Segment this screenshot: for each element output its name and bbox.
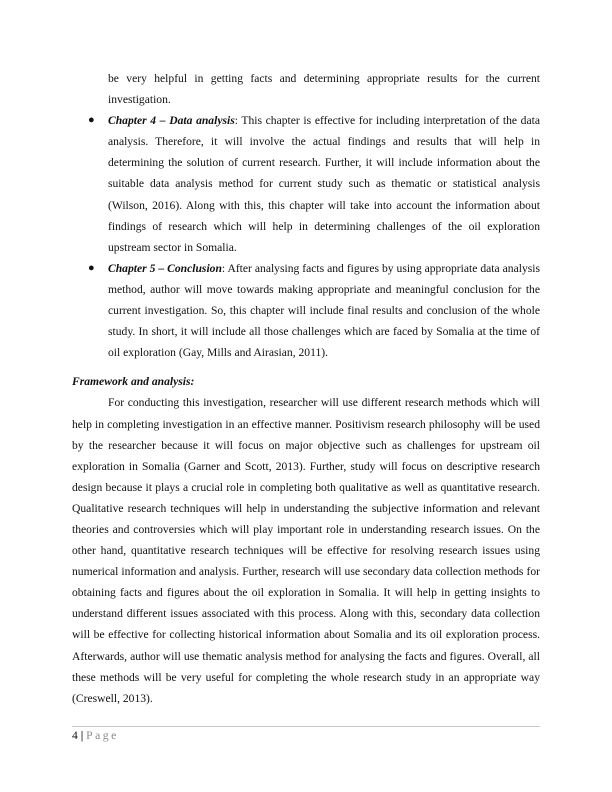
bullet-icon: ● bbox=[88, 261, 95, 274]
footer-divider bbox=[72, 726, 540, 727]
chapter-4-title: Chapter 4 – Data analysis bbox=[108, 114, 235, 128]
footer-separator: | bbox=[80, 729, 84, 742]
page-label: Page bbox=[86, 729, 119, 742]
page-number: 4 bbox=[72, 729, 78, 742]
chapter-list bbox=[72, 110, 540, 363]
bullet-icon: ● bbox=[88, 114, 95, 127]
page-footer bbox=[72, 729, 119, 743]
list-item-chapter-4 bbox=[72, 110, 540, 258]
chapter-4-text: : This chapter is effective for including interpretation of the data analysis. Therefore, it will involve the actual findings and results that will help in determining the solution of current research. Further, it will include information about the suitable data analysis method for current study such as thematic or statistical analysis (Wilson, 2016). Along with this, this chapter will take into account the information about findings of research which will help in determining challenges of the oil exploration upstream sector in Somalia. bbox=[108, 114, 540, 254]
chapter-5-text: : After analysing facts and figures by using appropriate data analysis method, author will move towards making appropriate and meaningful conclusion for the current investigation. So, this chapter will include final results and conclusion of the whole study. In short, it will include all those challenges which are faced by Somalia at the time of oil exploration (Gay, Mills and Airasian, 2011). bbox=[108, 261, 540, 360]
section-paragraph: For conducting this investigation, researcher will use different research methods which will help in completing investigation in an effective manner. Positivism research philosophy will be used by the researcher because it will focus on major objective such as challenges for upstream oil exploration in Somalia (Garner and Scott, 2013). Further, study will focus on descriptive research design because it plays a crucial role in completing both qualitative as well as quantitative research. Qualitative research techniques will help in understanding the subjective information and relevant theories and controversies which will play important role in understanding research issues. On the other hand, quantitative research techniques will be effective for resolving research issues using numerical information and analysis. Further, research will use secondary data collection methods for obtaining facts and figures about the oil exploration in Somalia. It will help in getting insights to understand different issues associated with this process. Along with this, secondary data collection will be effective for collecting historical information about Somalia and its oil exploration process. Afterwards, author will use thematic analysis method for analysing the facts and figures. Overall, all these methods will be very useful for completing the whole research study in an appropriate way (Creswell, 2013). bbox=[72, 396, 540, 705]
intro-continuation: be very helpful in getting facts and determining appropriate results for the current investigation. bbox=[108, 72, 540, 107]
list-item-chapter-5 bbox=[72, 258, 540, 363]
document-body bbox=[72, 68, 540, 709]
section-heading: Framework and analysis: bbox=[72, 375, 195, 389]
chapter-5-title: Chapter 5 – Conclusion bbox=[108, 261, 222, 275]
